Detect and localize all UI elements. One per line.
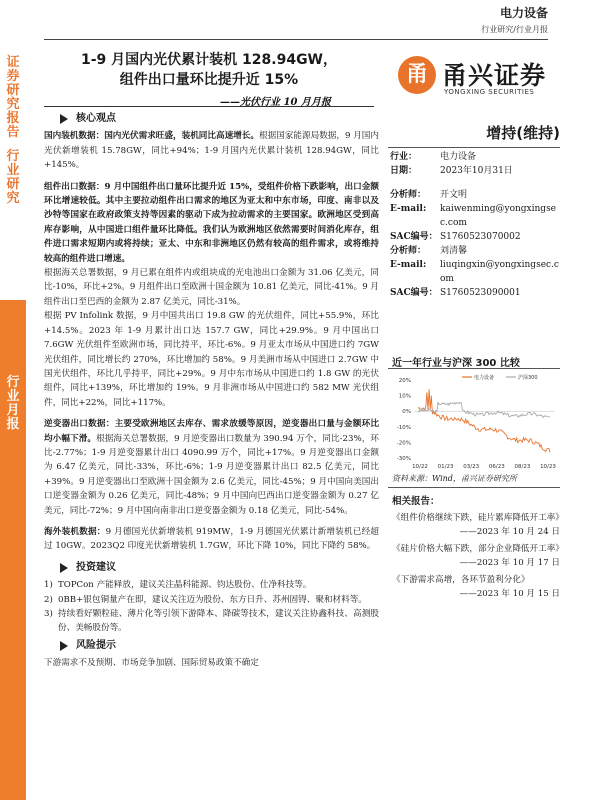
rating-divider [388,147,560,148]
section-investment [44,561,379,575]
section-title: 投资建议 [76,561,116,573]
series-line [418,389,550,452]
para-text: 根据海关总署数据，9 月已累在组件内或组块成的光电池出口金额为 31.06 亿美元，同比-10%，环比+2%。9 月组件出口至欧洲十国金额为 10.81 亿美元，同比-41%。9 月组件出口至巴西的金额为 2.87 亿美元，同比-31%。 [44,268,379,307]
legend-label: 沪深300 [518,375,538,381]
company-logo [398,54,558,102]
legend-label: 电力设备 [474,375,495,381]
para-text: 根据国家能源局数据，9 月国内光伏新增装机 15.78GW，同比+94%；1-9 月国内光伏累计装机 128.94GW，同比+145%。 [44,131,379,171]
para-text: 根据海关总署数据，9 月逆变器出口数量为 390.94 万个，同比-23%，环比-2.77%；1-9 月逆变器累计出口 4090.99 万个，同比+17%。9 月逆变器出口金额为 6.47 亿美元，同比-33%，环比-6%；1-9 月逆变器累计出口 82.5 亿美元，同比+39%。9 月逆变器出口至欧洲十国金额为 2.6 亿美元，同比-45%；9 月中国向美国出口逆变器金额为 0.26 亿美元，同比-48%；9 月中国向巴西出口逆变器金额为 0.27 亿美元，同比-72%；9 月中国向南非出口逆变器金额为 0.18 亿美元，同比-54%。 [44,433,379,516]
para-lead: 国内装机数据：国内光伏需求旺盛，装机同比高速增长。 [44,131,259,142]
x-tick-label: 10/23 [540,464,556,470]
para-text: 9 月德国光伏新增装机 919MW，1-9 月德国光伏累计新增装机已经超过 10GW。2023Q2 印度光伏新增装机 1.7GW，环比下降 10%，同比下降约 58%。 [44,526,379,552]
related-report-date: ——2023 年 10 月 15 日 [459,589,560,599]
info-row: SAC编号： S1760523090001 [390,288,521,298]
email-link[interactable]: liuqingxin@yongxingsec.com [440,260,559,284]
section-title: 核心观点 [76,113,116,124]
info-row: 日期： 2023年10月31日 [390,166,513,176]
para-lead: 组件出口数据：9 月中国组件出口量环比提升近 15%，受组件价格下跌影响，出口金额环比增速较低。其中主要拉动组件出口需求的地区为亚太和中东市场，印度、南非以及沙特等国家在政府政策支持等因素的驱动下成为拉动需求的主要国家。欧洲地区受到高库存影响，从中国进口组件量环比降低。我们认为欧洲地区依然需要时间消化库存，组件进口需求短期内或将持续；亚太、中东和非洲地区仍然有较高的组件需求，或将维持较高的组件进口增速。 [44,181,379,264]
y-tick-label: 0% [402,409,411,416]
x-tick-label: 06/23 [488,464,505,470]
report-subtitle: ——光伏行业 10 月月报 [220,97,331,108]
logo-english: YONGXING SECURITIES [444,88,535,96]
header-subcategory: 行业研究/行业月报 [481,25,548,34]
sidebar-label-top [3,56,23,206]
sidebar-orange-band [0,300,26,800]
paragraph-overseas-install [44,525,379,554]
sidebar-char: 证 [6,55,20,70]
list-item: 2) 0BB+银包铜量产在即，建议关注迈为股份、东方日升、苏州固锝、聚和材料等。 [44,594,367,605]
sidebar-char: 究 [6,191,20,206]
sidebar-char: 业 [6,389,20,404]
sidebar-char: 行 [6,149,20,164]
comparison-chart [388,372,560,472]
para-text: 根据 PV Infolink 数据，9 月中国共出口 19.8 GW 的光伏组件，同比+55.9%，环比+14.5%。2023 年 1-9 月累计出口达 157.7 GW，同比+29.9%。9 月中国出口 7.6GW 光伏组件至欧洲市场，同比持平，环比-6%。9 月亚太市场从中国进口约 7GW 光伏组件，同比增长约 270%，环比增加约 58%。9 月美洲市场从中国进口 2.7GW 中国光伏组件，环比几乎持平，同比+29%。9 月中东市场从中国进口约 1.8 GW 的光伏组件，同比+139%，环比增加约 19%。9 月非洲市场从中国进口约 582 MW 光伏组件，同比+22%，同比+117%。 [44,311,379,408]
info-row: 行业： 电力设备 [390,152,477,162]
sidebar-report-type [0,0,26,300]
info-row: SAC编号： S1760523070002 [390,232,521,242]
risk-text: 下游需求不及预期、市场竞争加剧、国际贸易政策不确定 [44,658,259,669]
chart-divider [388,368,560,369]
info-row: E-mail: kaiwenming@yongxingsec.com [390,202,560,230]
related-report-date: ——2023 年 10 月 17 日 [459,558,560,568]
title-line: 1-9 月国内光伏累计装机 128.94GW， [81,52,337,68]
page-header [481,4,548,35]
sidebar-label-bottom [3,376,23,432]
related-report-title[interactable]: 《组件价格继续下跌，硅片累库降低开工率》 [392,513,564,523]
list-item: 3) 持续看好颗粒硅、薄片化等引领下游降本、降碳等技术，建议关注协鑫科技、高测股份、美畅股份等。 [44,609,379,634]
sidebar-char: 业 [6,163,20,178]
x-tick-label: 08/23 [514,464,531,470]
sidebar-char: 报 [6,417,20,432]
related-report-title[interactable]: 《下游需求高增，各环节盈利分化》 [392,575,530,585]
related-report-date: ——2023 年 10 月 24 日 [459,527,560,537]
y-tick-label: -30% [396,456,411,462]
x-tick-label: 01/23 [437,464,454,470]
paragraph-module-export [44,180,379,411]
section-risk [44,639,379,653]
info-row: 分析师： 开文明 [390,190,468,200]
header-divider [44,39,548,40]
logo-mark-icon: 甬 [398,56,436,94]
sidebar-char: 报 [6,111,20,126]
para-lead: 海外装机数据： [44,526,106,537]
sidebar-char: 月 [6,403,20,418]
paragraph-domestic-install [44,129,379,172]
sidebar-char: 告 [6,125,20,140]
report-title [44,50,374,90]
sidebar-char: 究 [6,97,20,112]
chart-divider [388,487,560,488]
paragraph-inverter-export [44,417,379,518]
y-tick-label: 20% [398,378,411,384]
logo-name: 甬兴证券 [442,61,547,90]
triangle-bullet-icon [60,114,68,124]
header-category: 电力设备 [499,6,548,20]
section-title: 风险提示 [76,639,116,651]
sidebar-char: 行 [6,375,20,390]
title-line: 组件出口量环比提升近 15% [119,72,299,88]
info-row: 分析师： 刘清馨 [390,246,468,256]
x-tick-label: 03/23 [463,464,480,470]
sidebar-char: 研 [6,177,20,192]
info-row: E-mail: liuqingxin@yongxingsec.com [390,260,559,284]
y-tick-label: -20% [396,440,411,447]
triangle-bullet-icon [60,563,68,573]
triangle-bullet-icon [60,641,68,651]
x-tick-label: 10/22 [412,464,428,470]
para-lead: 逆变器出口数据：主要受欧洲地区去库存、需求放缓等原因，逆变器出口量与金额环比均小幅下滑。 [44,419,379,444]
related-reports [392,495,564,604]
y-tick-label: 10% [398,393,411,400]
sidebar-char: 研 [6,83,20,98]
report-body [44,110,379,671]
chart-source: 资料来源：Wind，甬兴证券研究所 [392,474,517,483]
related-report-title[interactable]: 《硅片价格大幅下跌，部分企业降低开工率》 [392,544,564,554]
section-core-views [44,112,379,126]
title-divider [44,106,374,107]
list-item: 1) TOPCon 产能释放，建议关注晶科能源、钧达股份、仕净科技等。 [44,580,312,591]
report-info [390,150,560,300]
rating-badge: 增持(维持) [486,124,560,142]
email-link[interactable]: kaiwenming@yongxingsec.com [440,204,557,228]
chart-title: 近一年行业与沪深 300 比较 [392,358,520,369]
y-tick-label: -10% [396,424,411,431]
sidebar-char: 券 [6,69,20,84]
related-heading: 相关报告： [392,496,440,507]
